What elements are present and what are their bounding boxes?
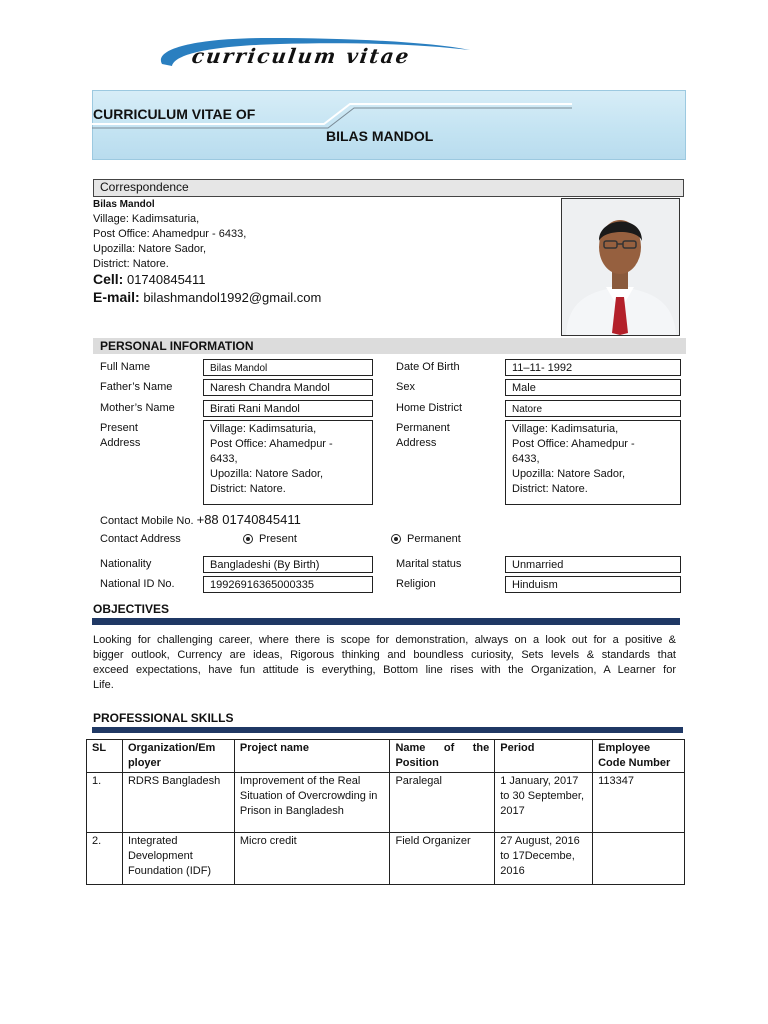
present-address-line: Post Office: Ahamedpur - (210, 438, 333, 450)
table-cell: 1 January, 2017 to 30 September, 2017 (495, 773, 593, 833)
table-header: Organization/Em ployer (122, 740, 234, 773)
present-address-line: Village: Kadimsaturia, (210, 423, 317, 435)
table-row (87, 773, 685, 833)
permanent-address-label: Address (396, 437, 437, 449)
full-name-field: Bilas Mandol (203, 359, 373, 376)
present-address-line: District: Natore. (210, 483, 286, 495)
table-cell: Paralegal (390, 773, 495, 833)
table-header: SL (87, 740, 123, 773)
email-label: E-mail: (93, 289, 140, 305)
skills-heading: PROFESSIONAL SKILLS (93, 711, 234, 725)
dob-field: 11–11- 1992 (505, 359, 681, 376)
table-header-row (87, 740, 685, 773)
logo-text: curriculum vitae (190, 44, 413, 68)
religion-field: Hinduism (505, 576, 681, 593)
table-cell: Improvement of the Real Situation of Overcrowding in Prison in Bangladesh (234, 773, 390, 833)
marital-status-label: Marital status (396, 558, 462, 570)
personal-info-heading: PERSONAL INFORMATION (93, 338, 686, 354)
email-row (93, 290, 321, 305)
profile-photo (561, 198, 680, 336)
radio-icon[interactable] (391, 534, 401, 544)
banner-lines (92, 90, 684, 158)
present-address-label: Address (100, 437, 141, 449)
table-header: Period (495, 740, 593, 773)
religion-label: Religion (396, 578, 436, 590)
correspondence-name: Bilas Mandol (93, 199, 155, 210)
objectives-line: bigger outlook, Currency are ideas, Rigorous thinking and boundless curiosity, Sets levels & standards that (93, 649, 676, 661)
cell-value: 01740845411 (126, 272, 206, 287)
permanent-address-field (505, 420, 681, 505)
table-cell: Field Organizer (390, 833, 495, 885)
objectives-line: Looking for challenging career, where there is scope for demonstration, always on a look out for a positive & (93, 634, 676, 646)
table-cell (593, 833, 685, 885)
permanent-address-line: Village: Kadimsaturia, (512, 423, 619, 435)
nationality-label: Nationality (100, 558, 152, 570)
permanent-address-label: Permanent (396, 422, 450, 434)
email-value: bilashmandol1992@gmail.com (143, 290, 322, 305)
present-address-label: Present (100, 422, 138, 434)
father-name-field: Naresh Chandra Mandol (203, 379, 373, 396)
table-cell: Integrated Development Foundation (IDF) (122, 833, 234, 885)
table-header: Employee Code Number (593, 740, 685, 773)
contact-option-permanent-label: Permanent (407, 533, 461, 545)
table-header: Name of the Position (390, 740, 495, 773)
contact-mobile-row (100, 512, 301, 529)
table-cell: Micro credit (234, 833, 390, 885)
permanent-address-line: Upozilla: Natore Sador, (512, 468, 626, 480)
cell-label: Cell: (93, 271, 124, 287)
sex-label: Sex (396, 381, 415, 393)
contact-option-present-label: Present (259, 533, 297, 545)
national-id-label: National ID No. (100, 578, 175, 590)
mother-name-field: Birati Rani Mandol (203, 400, 373, 417)
nationality-field: Bangladeshi (By Birth) (203, 556, 373, 573)
national-id-field: 19926916365000335 (203, 576, 373, 593)
permanent-address-line: District: Natore. (512, 483, 588, 495)
home-district-label: Home District (396, 402, 463, 414)
mother-name-label: Mother’s Name (100, 402, 175, 414)
contact-option-permanent[interactable] (391, 532, 461, 547)
table-cell: 113347 (593, 773, 685, 833)
objectives-text (93, 633, 676, 693)
skills-divider (92, 727, 683, 733)
correspondence-address-line: Upozilla: Natore Sador, (93, 243, 207, 255)
correspondence-address-line: District: Natore. (93, 258, 169, 270)
objectives-line: exceed expectations, have fun attitude is everything, Bottom line rises with the Organization, A Learner for (93, 664, 676, 676)
present-address-field (203, 420, 373, 505)
father-name-label: Father’s Name (100, 381, 173, 393)
marital-status-field: Unmarried (505, 556, 681, 573)
contact-mobile-label: Contact Mobile No. (100, 515, 194, 527)
skills-table (86, 739, 685, 885)
contact-address-label: Contact Address (100, 533, 181, 545)
cell-row (93, 272, 206, 287)
permanent-address-line: 6433, (512, 453, 540, 465)
correspondence-address-line: Post Office: Ahamedpur - 6433, (93, 228, 247, 240)
objectives-divider (92, 618, 680, 625)
contact-mobile-value: +88 01740845411 (196, 512, 301, 527)
contact-option-present[interactable] (243, 532, 297, 547)
home-district-field: Natore (505, 400, 681, 417)
banner-name: BILAS MANDOL (326, 128, 434, 144)
sex-field: Male (505, 379, 681, 396)
banner-title: CURRICULUM VITAE OF (93, 106, 256, 122)
table-row (87, 833, 685, 885)
correspondence-address-line: Village: Kadimsaturia, (93, 213, 200, 225)
correspondence-heading: Correspondence (93, 179, 684, 197)
full-name-label: Full Name (100, 361, 151, 373)
permanent-address-line: Post Office: Ahamedpur - (512, 438, 635, 450)
table-cell: 27 August, 2016 to 17Decembe, 2016 (495, 833, 593, 885)
objectives-line: Life. (93, 679, 114, 691)
dob-label: Date Of Birth (396, 361, 460, 373)
table-cell: RDRS Bangladesh (122, 773, 234, 833)
radio-icon[interactable] (243, 534, 253, 544)
table-cell: 2. (87, 833, 123, 885)
present-address-line: Upozilla: Natore Sador, (210, 468, 324, 480)
present-address-line: 6433, (210, 453, 238, 465)
table-header: Project name (234, 740, 390, 773)
objectives-heading: OBJECTIVES (93, 602, 170, 616)
table-cell: 1. (87, 773, 123, 833)
